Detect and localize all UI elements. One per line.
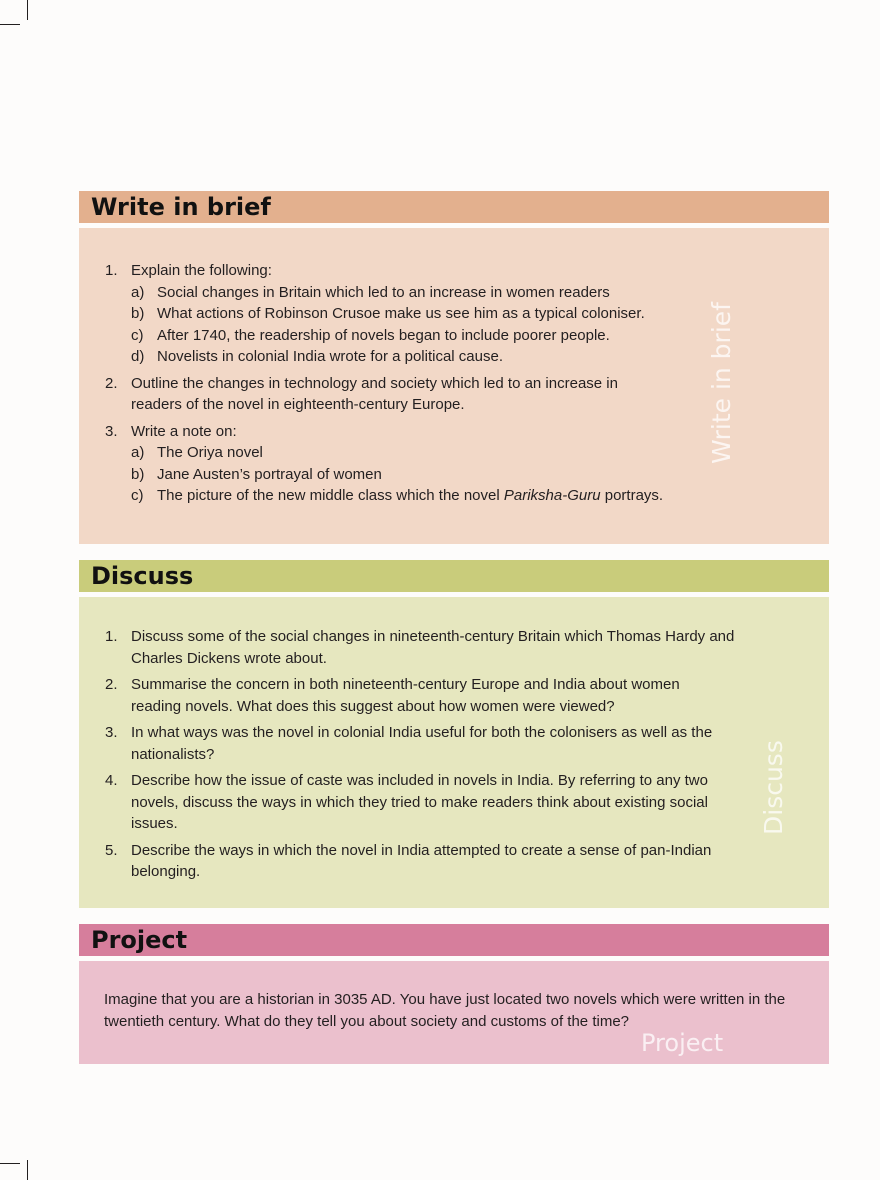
question-text: Explain the following: bbox=[131, 262, 272, 279]
discuss-title: Discuss bbox=[91, 562, 194, 590]
sub-question-letter: b) bbox=[131, 305, 145, 322]
sub-question-text: What actions of Robinson Crusoe make us see him as a typical coloniser. bbox=[157, 305, 645, 322]
discuss-questions bbox=[79, 626, 829, 883]
question-number: 1. bbox=[105, 262, 118, 279]
list-item bbox=[79, 840, 741, 883]
sub-question-list bbox=[131, 282, 829, 368]
sub-question-item bbox=[131, 325, 829, 347]
sub-question-text: Social changes in Britain which led to an increase in women readers bbox=[157, 283, 610, 301]
question-text: Discuss some of the social changes in nineteenth-century Britain which Thomas Hardy and Charles Dickens wrote about. bbox=[131, 628, 735, 667]
question-number: 5. bbox=[105, 841, 118, 859]
sub-question-letter: d) bbox=[131, 348, 145, 365]
project-panel bbox=[79, 961, 829, 1064]
sub-question-text: Jane Austen’s portrayal of women bbox=[157, 465, 382, 483]
crop-mark-top-vertical bbox=[27, 0, 28, 20]
sub-question-text: Novelists in colonial India wrote for a political cause. bbox=[157, 348, 504, 365]
question-number: 1. bbox=[105, 628, 118, 645]
list-item bbox=[79, 722, 741, 765]
crop-mark-top-horizontal bbox=[0, 24, 20, 25]
sub-question-letter: c) bbox=[131, 487, 144, 504]
sub-question-list bbox=[131, 442, 829, 507]
project-text: Imagine that you are a historian in 3035 AD. You have just located two novels which were written in the twentieth century. What do they tell you about society and customs of the time? bbox=[104, 991, 786, 1030]
question-text: Summarise the concern in both nineteenth-century Europe and India about women reading novels. What does this suggest about how women were viewed? bbox=[131, 676, 680, 715]
novel-title-italic: Pariksha-Guru bbox=[503, 487, 601, 504]
sub-question-text-before: The picture of the new middle class which the novel bbox=[157, 487, 504, 504]
sub-question-item bbox=[131, 442, 829, 464]
list-item bbox=[79, 421, 829, 507]
write-in-brief-panel bbox=[79, 228, 829, 544]
question-number: 2. bbox=[105, 676, 118, 693]
question-number: 2. bbox=[105, 374, 118, 392]
question-text: Outline the changes in technology and society which led to an increase in readers of the novel in eighteenth-century Europe. bbox=[131, 374, 618, 413]
question-text: Write a note on: bbox=[131, 422, 237, 440]
sub-question-item bbox=[131, 346, 829, 368]
discuss-watermark: Discuss bbox=[759, 740, 788, 835]
project-title: Project bbox=[91, 926, 188, 954]
question-number: 4. bbox=[105, 772, 118, 789]
list-item bbox=[79, 770, 741, 835]
crop-mark-bottom-vertical bbox=[27, 1160, 28, 1180]
write-in-brief-header bbox=[79, 191, 829, 223]
discuss-header bbox=[79, 560, 829, 592]
sub-question-item bbox=[131, 485, 829, 507]
discuss-panel bbox=[79, 597, 829, 908]
sub-question-item bbox=[131, 464, 829, 486]
sub-question-letter: c) bbox=[131, 326, 144, 344]
question-text: In what ways was the novel in colonial India useful for both the colonisers as well as the nationalists? bbox=[131, 724, 713, 763]
write-in-brief-title: Write in brief bbox=[91, 193, 271, 221]
sub-question-letter: b) bbox=[131, 465, 145, 483]
list-item bbox=[79, 674, 741, 717]
sub-question-item bbox=[131, 282, 829, 304]
write-in-brief-questions bbox=[79, 260, 829, 507]
list-item bbox=[79, 626, 741, 669]
project-header bbox=[79, 924, 829, 956]
question-number: 3. bbox=[105, 422, 118, 440]
sub-question-item bbox=[131, 303, 829, 325]
sub-question-text: After 1740, the readership of novels began to include poorer people. bbox=[157, 326, 610, 344]
question-text: Describe how the issue of caste was included in novels in India. By referring to any two novels, discuss the ways in which they tried to make readers think about existing social issues. bbox=[131, 772, 708, 832]
sub-question-letter: a) bbox=[131, 283, 145, 301]
question-text: Describe the ways in which the novel in India attempted to create a sense of pan-Indian belonging. bbox=[131, 841, 712, 880]
question-number: 3. bbox=[105, 724, 118, 741]
list-item bbox=[79, 260, 829, 368]
sub-question-text: The Oriya novel bbox=[157, 444, 263, 461]
project-watermark: Project bbox=[641, 1029, 724, 1057]
list-item bbox=[79, 373, 829, 416]
write-in-brief-watermark: Write in brief bbox=[707, 302, 736, 464]
sub-question-letter: a) bbox=[131, 444, 145, 461]
crop-mark-bottom-horizontal bbox=[0, 1163, 20, 1164]
sub-question-text-after: portrays. bbox=[600, 487, 664, 504]
